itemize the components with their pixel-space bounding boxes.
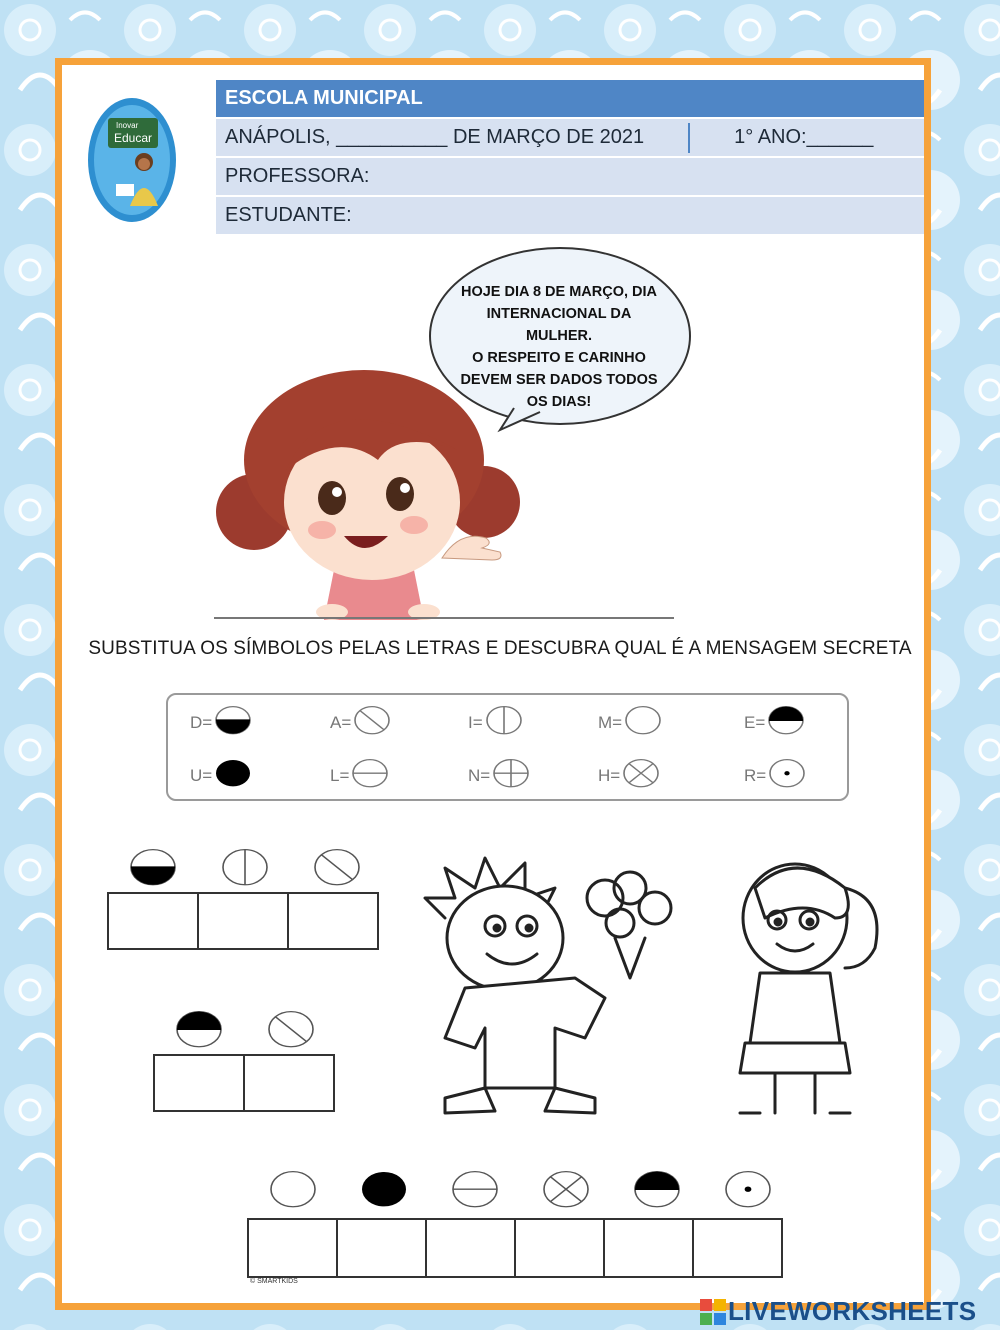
answer-boxes: [247, 1218, 783, 1278]
circle-filled-icon: [360, 1170, 408, 1213]
answer-boxes: [153, 1054, 335, 1112]
answer-box[interactable]: [243, 1054, 335, 1112]
header-divider: [688, 123, 690, 153]
key-letter: U=: [190, 765, 213, 785]
half-top-filled-icon: [633, 1170, 681, 1213]
bubble-line: DEVEM SER DADOS TODOS: [460, 372, 658, 388]
date-row: [216, 119, 924, 156]
bubble-line: MULHER.: [525, 328, 593, 344]
key-letter: N=: [468, 765, 491, 785]
key-entry-half-bottom-filled: [190, 705, 252, 740]
bubble-line: INTERNACIONAL DA: [486, 306, 632, 322]
answer-box[interactable]: [197, 892, 289, 950]
bubble-line: HOJE DIA 8 DE MARÇO, DIA: [460, 284, 658, 300]
answer-boxes: [107, 892, 379, 950]
circle-empty-icon: [269, 1170, 317, 1213]
liveworksheets-icon: [700, 1299, 726, 1325]
bubble-line: OS DIAS!: [526, 394, 592, 410]
half-top-filled-icon: [765, 705, 805, 740]
circle-slash-icon: [313, 848, 361, 891]
circle-x-icon: [542, 1170, 590, 1213]
key-letter: R=: [744, 765, 767, 785]
copyright-text: © SMARTKIDS: [250, 1278, 298, 1285]
school-logo: [86, 96, 178, 224]
brand-text: LIVEWORKSHEETS: [728, 1296, 977, 1326]
key-letter: L=: [330, 765, 350, 785]
key-entry-circle-horizontal-line: [330, 758, 389, 793]
instruction-text: SUBSTITUA OS SÍMBOLOS PELAS LETRAS E DESCUBRA QUAL É A MENSAGEM SECRETA: [88, 638, 912, 659]
key-entry-circle-vertical-line: [468, 705, 523, 740]
answer-box[interactable]: [603, 1218, 694, 1278]
answer-box[interactable]: [247, 1218, 338, 1278]
circle-cross-icon: [490, 758, 530, 793]
liveworksheets-logo[interactable]: [700, 1296, 976, 1327]
key-letter: D=: [190, 712, 213, 732]
half-top-filled-icon: [175, 1010, 223, 1053]
logo-text-2: Educar: [114, 131, 153, 145]
speech-bubble-text: [446, 281, 672, 413]
circle-vertical-line-icon: [221, 848, 269, 891]
key-entry-circle-slash: [330, 705, 391, 740]
circle-horizontal-line-icon: [349, 758, 389, 793]
children-drawing: [415, 848, 915, 1118]
circle-horizontal-line-icon: [451, 1170, 499, 1213]
half-bottom-filled-icon: [129, 848, 177, 891]
circle-slash-icon: [351, 705, 391, 740]
logo-text-1: Inovar: [116, 121, 139, 130]
key-entry-half-top-filled: [744, 705, 805, 740]
teacher-field[interactable]: PROFESSORA:: [216, 158, 924, 195]
answer-box[interactable]: [336, 1218, 427, 1278]
circle-x-icon: [620, 758, 660, 793]
answer-box[interactable]: [692, 1218, 783, 1278]
circle-dot-icon: [766, 758, 806, 793]
answer-box[interactable]: [514, 1218, 605, 1278]
key-entry-circle-x: [598, 758, 660, 793]
half-bottom-filled-icon: [212, 705, 252, 740]
grade-field[interactable]: 1° ANO:______: [734, 126, 874, 148]
circle-slash-icon: [267, 1010, 315, 1053]
key-entry-circle-empty: [598, 705, 662, 740]
key-entry-circle-dot: [744, 758, 806, 793]
key-letter: A=: [330, 712, 352, 732]
circle-vertical-line-icon: [483, 705, 523, 740]
answer-box[interactable]: [287, 892, 379, 950]
answer-box[interactable]: [425, 1218, 516, 1278]
school-name: ESCOLA MUNICIPAL: [216, 80, 924, 117]
symbol-key: [166, 693, 849, 801]
bubble-line: O RESPEITO E CARINHO: [472, 350, 646, 366]
circle-dot-icon: [724, 1170, 772, 1213]
key-letter: E=: [744, 712, 766, 732]
circle-empty-icon: [622, 705, 662, 740]
worksheet-header: [216, 80, 924, 236]
date-field[interactable]: ANÁPOLIS, __________ DE MARÇO DE 2021: [225, 126, 645, 148]
key-entry-circle-cross: [468, 758, 530, 793]
key-letter: M=: [598, 712, 623, 732]
key-entry-circle-filled: [190, 758, 252, 793]
answer-box[interactable]: [153, 1054, 245, 1112]
student-field[interactable]: ESTUDANTE:: [216, 197, 924, 234]
key-letter: I=: [468, 712, 483, 732]
key-letter: H=: [598, 765, 621, 785]
circle-filled-icon: [212, 758, 252, 793]
answer-box[interactable]: [107, 892, 199, 950]
